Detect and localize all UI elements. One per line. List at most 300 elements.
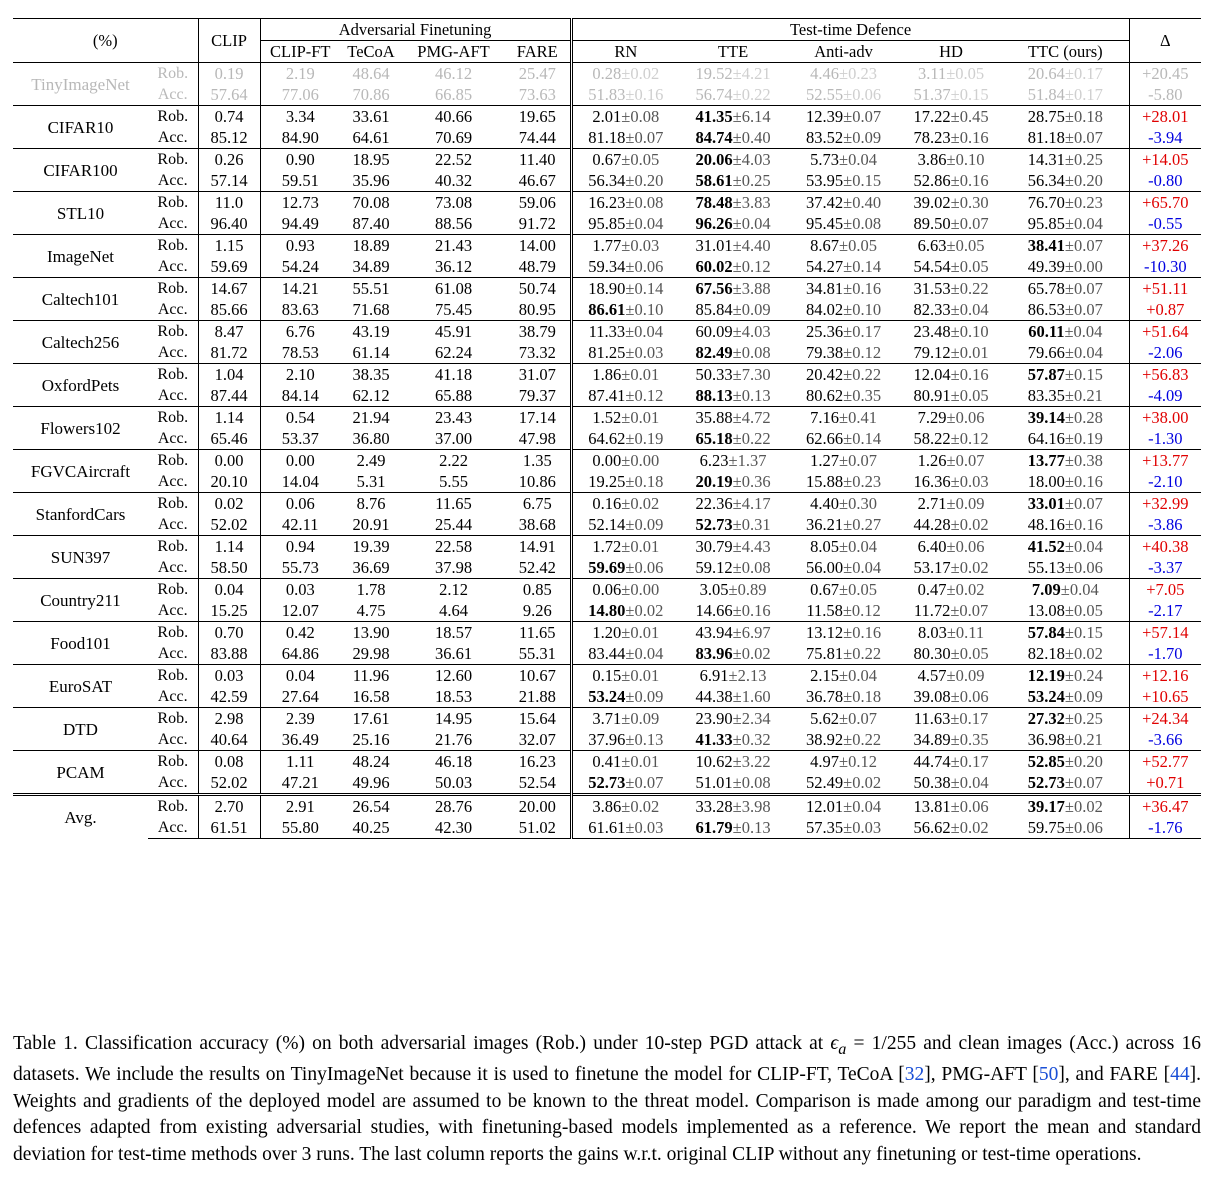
table-cell	[340, 795, 402, 818]
table-cell	[900, 751, 1002, 773]
mean-value: 1.27	[810, 451, 840, 470]
std-value: ±0.10	[950, 322, 989, 341]
cell-value: 55.51	[352, 279, 390, 298]
table-cell	[198, 471, 260, 493]
cell-value: 0.04	[285, 666, 315, 685]
mean-value: 61.79	[695, 818, 733, 837]
table-cell	[1002, 106, 1129, 128]
mean-value: 80.30	[913, 644, 951, 663]
table-cell	[198, 84, 260, 106]
table-row-robust	[13, 536, 1201, 558]
table-cell	[1002, 299, 1129, 321]
mean-value: 56.34	[588, 171, 626, 190]
table-cell	[900, 665, 1002, 687]
table-cell	[505, 213, 571, 235]
cell-value: 42.30	[434, 818, 473, 837]
delta-value: +56.83	[1129, 364, 1201, 386]
std-value: ±0.07	[839, 709, 877, 728]
citation-link[interactable]: 32	[904, 1064, 925, 1086]
mean-value: 25.36	[806, 322, 844, 341]
dataset-group	[13, 450, 1201, 493]
dataset-group	[13, 106, 1201, 149]
cell-value: 46.12	[434, 64, 473, 83]
std-value: ±0.07	[625, 773, 664, 792]
table-cell	[505, 471, 571, 493]
std-value: ±0.02	[732, 644, 771, 663]
metric-label: Rob.	[148, 364, 198, 386]
mean-value: 83.35	[1027, 386, 1065, 405]
table-cell	[402, 557, 505, 579]
std-value: ±0.24	[1064, 666, 1103, 685]
table-cell	[505, 63, 571, 85]
table-cell	[505, 450, 571, 472]
mean-value: 75.81	[806, 644, 844, 663]
mean-value: 89.50	[913, 214, 951, 233]
table-row-robust	[13, 63, 1201, 85]
std-value: ±0.02	[621, 494, 660, 513]
std-value: ±6.14	[732, 107, 771, 126]
mean-value: 44.28	[913, 515, 951, 534]
table-cell	[505, 235, 571, 257]
mean-value: 35.88	[695, 408, 733, 427]
std-value: ±0.04	[625, 644, 664, 663]
std-value: ±0.13	[732, 386, 771, 405]
table-cell	[1002, 192, 1129, 214]
table-cell	[571, 450, 679, 472]
mean-value: 1.20	[592, 623, 622, 642]
mean-value: 3.11	[917, 64, 947, 83]
dataset-name: StanfordCars	[13, 493, 148, 536]
table-cell	[260, 493, 340, 515]
metric-label: Rob.	[148, 278, 198, 300]
cell-value: 55.31	[518, 644, 556, 663]
table-cell	[340, 192, 402, 214]
table-cell	[340, 817, 402, 839]
mean-value: 81.18	[588, 128, 626, 147]
mean-value: 16.23	[588, 193, 626, 212]
table-row-accuracy	[13, 385, 1201, 407]
table-cell	[260, 729, 340, 751]
table-cell	[900, 643, 1002, 665]
table-row-robust	[13, 364, 1201, 386]
metric-label: Acc.	[148, 817, 198, 839]
table-row-accuracy	[13, 256, 1201, 278]
std-value: ±0.03	[625, 343, 664, 362]
table-cell	[505, 170, 571, 192]
metric-label: Rob.	[148, 106, 198, 128]
table-cell	[505, 385, 571, 407]
std-value: ±4.03	[732, 322, 771, 341]
cell-value: 59.69	[210, 257, 248, 276]
table-cell	[787, 106, 900, 128]
cell-value: 36.12	[434, 257, 473, 276]
std-value: ±0.31	[732, 515, 771, 534]
table-cell	[787, 256, 900, 278]
delta-value: -3.37	[1129, 557, 1201, 579]
table-cell	[402, 321, 505, 343]
table-row-accuracy	[13, 514, 1201, 536]
table-cell	[402, 817, 505, 839]
mean-value: 60.11	[1028, 322, 1065, 341]
cell-value: 12.07	[281, 601, 319, 620]
cell-value: 19.65	[518, 107, 556, 126]
cell-value: 37.00	[434, 429, 473, 448]
mean-value: 80.91	[913, 386, 951, 405]
table-cell	[260, 428, 340, 450]
mean-value: 95.85	[1027, 214, 1065, 233]
table-cell	[402, 63, 505, 85]
table-cell	[198, 536, 260, 558]
table-cell	[1002, 795, 1129, 818]
table-cell	[679, 514, 787, 536]
table-cell	[571, 643, 679, 665]
table-row-accuracy	[13, 170, 1201, 192]
delta-value: -3.86	[1129, 514, 1201, 536]
table-header	[13, 19, 1201, 63]
std-value: ±0.05	[839, 236, 877, 255]
col-pmg-aft: PMG-AFT	[417, 42, 490, 61]
metric-label: Acc.	[157, 86, 188, 103]
std-value: ±0.28	[1064, 408, 1103, 427]
std-value: ±0.16	[843, 279, 882, 298]
col-clip: CLIP	[198, 19, 260, 63]
mean-value: 1.72	[592, 537, 622, 556]
cell-value: 0.90	[285, 150, 315, 169]
group-test-time-defence: Test-time Defence	[571, 19, 1129, 41]
table-cell	[260, 665, 340, 687]
cell-value: 79.37	[518, 386, 556, 405]
std-value: ±0.25	[732, 171, 771, 190]
mean-value: 79.12	[913, 343, 951, 362]
table-cell	[571, 385, 679, 407]
table-cell	[571, 149, 679, 171]
cell-value: 34.89	[352, 257, 390, 276]
table-cell	[505, 751, 571, 773]
table-cell	[1002, 708, 1129, 730]
delta-value: -10.30	[1129, 256, 1201, 278]
mean-value: 7.29	[917, 408, 947, 427]
std-value: ±0.07	[950, 214, 989, 233]
std-value: ±3.88	[732, 279, 771, 298]
table-cell	[900, 342, 1002, 364]
std-value: ±0.38	[1064, 451, 1103, 470]
mean-value: 62.66	[806, 429, 844, 448]
table-cell	[340, 278, 402, 300]
std-value: ±0.36	[732, 472, 771, 491]
table-cell	[505, 579, 571, 601]
mean-value: 51.84	[1027, 85, 1065, 104]
mean-value: 54.27	[806, 257, 844, 276]
cell-value: 59.06	[518, 193, 556, 212]
mean-value: 18.00	[1027, 472, 1065, 491]
table-cell	[900, 106, 1002, 128]
table-cell	[1002, 385, 1129, 407]
std-value: ±0.01	[621, 666, 660, 685]
dataset-name: TinyImageNet	[13, 63, 148, 106]
citation-link[interactable]: 44	[1170, 1064, 1190, 1086]
table-cell	[505, 729, 571, 751]
cell-value: 28.76	[434, 797, 473, 816]
std-value: ±0.04	[1064, 322, 1103, 341]
cell-value: 12.73	[281, 193, 319, 212]
table-row-robust	[13, 622, 1201, 644]
table-cell	[198, 407, 260, 429]
table-cell	[340, 493, 402, 515]
std-value: ±0.02	[950, 818, 989, 837]
delta-value: +0.71	[1129, 772, 1201, 795]
delta-value: -0.80	[1129, 170, 1201, 192]
cell-value: 61.51	[210, 818, 248, 837]
std-value: ±0.09	[946, 494, 985, 513]
table-cell	[571, 213, 679, 235]
mean-value: 20.64	[1027, 64, 1065, 83]
table-cell	[198, 686, 260, 708]
table-row-accuracy	[13, 772, 1201, 795]
delta-value: -1.30	[1129, 428, 1201, 450]
delta-value: +52.77	[1129, 751, 1201, 773]
std-value: ±0.18	[1064, 107, 1103, 126]
caption-text-3: ], PMG-AFT [	[924, 1064, 1039, 1086]
mean-value: 18.90	[588, 279, 626, 298]
mean-value: 79.66	[1027, 343, 1065, 362]
std-value: ±0.06	[1064, 558, 1103, 577]
mean-value: 52.49	[806, 773, 844, 792]
table-row-accuracy	[13, 729, 1201, 751]
std-value: ±0.04	[1064, 343, 1103, 362]
table-row-robust	[13, 795, 1201, 818]
table-cell	[571, 407, 679, 429]
mean-value: 12.04	[913, 365, 951, 384]
dataset-name: FGVCAircraft	[13, 450, 148, 493]
cell-value: 18.95	[352, 150, 390, 169]
epsilon-subscript: a	[838, 1039, 847, 1058]
cell-value: 52.02	[210, 773, 248, 792]
table-cell	[1002, 622, 1129, 644]
delta-value: -2.06	[1129, 342, 1201, 364]
table-cell	[679, 299, 787, 321]
metric-label: Rob.	[148, 665, 198, 687]
cell-value: 0.93	[285, 236, 315, 255]
cell-value: 80.95	[518, 300, 556, 319]
std-value: ±0.17	[950, 709, 989, 728]
table-cell	[679, 364, 787, 386]
mean-value: 87.41	[588, 386, 626, 405]
cell-value: 0.26	[214, 150, 244, 169]
std-value: ±0.02	[843, 773, 882, 792]
table-cell	[340, 729, 402, 751]
table-cell	[900, 407, 1002, 429]
std-value: ±0.05	[946, 64, 985, 83]
cell-value: 1.35	[522, 451, 552, 470]
std-value: ±0.08	[625, 193, 664, 212]
table-cell	[505, 686, 571, 708]
std-value: ±0.89	[728, 580, 767, 599]
table-cell	[571, 299, 679, 321]
mean-value: 19.52	[695, 64, 733, 83]
metric-label: Acc.	[157, 258, 188, 275]
std-value: ±0.07	[950, 601, 989, 620]
cell-value: 5.31	[356, 472, 386, 491]
std-value: ±0.04	[950, 773, 989, 792]
mean-value: 81.18	[1027, 128, 1065, 147]
cell-value: 46.18	[434, 752, 473, 771]
table-cell	[402, 729, 505, 751]
cell-value: 36.61	[434, 644, 473, 663]
std-value: ±0.22	[843, 644, 882, 663]
std-value: ±3.98	[732, 797, 771, 816]
table-cell	[198, 299, 260, 321]
std-value: ±0.02	[950, 515, 989, 534]
std-value: ±0.04	[843, 797, 882, 816]
cell-value: 1.14	[214, 408, 244, 427]
table-row-robust	[13, 407, 1201, 429]
table-cell	[198, 321, 260, 343]
mean-value: 0.67	[810, 580, 840, 599]
metric-label: Rob.	[148, 149, 198, 171]
mean-value: 16.36	[913, 472, 951, 491]
std-value: ±0.03	[621, 236, 660, 255]
mean-value: 53.24	[1027, 687, 1065, 706]
cell-value: 15.64	[518, 709, 556, 728]
delta-value: +7.05	[1129, 579, 1201, 601]
epsilon-symbol: ϵ	[830, 1033, 839, 1054]
table-cell	[402, 579, 505, 601]
std-value: ±0.14	[625, 279, 664, 298]
table-cell	[402, 342, 505, 364]
cell-value: 6.76	[285, 322, 315, 341]
delta-value: +12.16	[1129, 665, 1201, 687]
table-row-accuracy	[13, 600, 1201, 622]
metric-label: Acc.	[157, 129, 188, 146]
std-value: ±0.16	[732, 601, 771, 620]
mean-value: 6.63	[917, 236, 947, 255]
cell-value: 0.00	[285, 451, 315, 470]
std-value: ±0.05	[950, 386, 989, 405]
table-cell	[1002, 493, 1129, 515]
std-value: ±4.72	[732, 408, 771, 427]
cell-value: 1.04	[214, 365, 244, 384]
mean-value: 12.01	[806, 797, 844, 816]
std-value: ±0.12	[839, 752, 877, 771]
dataset-name: Avg.	[13, 795, 148, 839]
mean-value: 31.01	[695, 236, 733, 255]
citation-link[interactable]: 50	[1038, 1064, 1059, 1086]
table-cell	[198, 428, 260, 450]
std-value: ±0.12	[625, 386, 664, 405]
mean-value: 14.66	[695, 601, 733, 620]
mean-value: 41.33	[695, 730, 733, 749]
table-cell	[900, 213, 1002, 235]
table-cell	[679, 493, 787, 515]
mean-value: 56.00	[806, 558, 844, 577]
std-value: ±0.30	[950, 193, 989, 212]
cell-value: 43.19	[352, 322, 390, 341]
mean-value: 84.02	[806, 300, 844, 319]
std-value: ±0.02	[621, 64, 660, 83]
std-value: ±0.07	[839, 451, 877, 470]
table-cell	[260, 256, 340, 278]
table-cell	[505, 817, 571, 839]
table-cell	[402, 450, 505, 472]
mean-value: 12.39	[806, 107, 844, 126]
mean-value: 17.22	[913, 107, 951, 126]
std-value: ±0.17	[950, 752, 989, 771]
table-cell	[1002, 471, 1129, 493]
mean-value: 50.33	[695, 365, 733, 384]
cell-value: 0.06	[285, 494, 315, 513]
delta-value: -1.70	[1129, 643, 1201, 665]
table-cell	[787, 600, 900, 622]
table-cell	[1002, 127, 1129, 149]
mean-value: 10.62	[695, 752, 733, 771]
std-value: ±0.14	[843, 429, 882, 448]
cell-value: 21.94	[352, 408, 390, 427]
mean-value: 56.34	[1027, 171, 1065, 190]
cell-value: 47.98	[518, 429, 556, 448]
table-cell	[340, 643, 402, 665]
table-cell	[505, 299, 571, 321]
std-value: ±0.05	[621, 150, 660, 169]
table-cell	[402, 385, 505, 407]
table-cell	[260, 407, 340, 429]
table-cell	[679, 665, 787, 687]
mean-value: 19.25	[588, 472, 626, 491]
table-cell	[340, 772, 402, 795]
table-cell	[787, 192, 900, 214]
table-cell	[571, 342, 679, 364]
table-cell	[198, 63, 260, 85]
cell-value: 2.12	[439, 580, 468, 599]
mean-value: 56.62	[913, 818, 951, 837]
mean-value: 1.26	[917, 451, 947, 470]
mean-value: 59.34	[588, 257, 626, 276]
dataset-group	[13, 751, 1201, 795]
cell-value: 14.00	[518, 236, 556, 255]
std-value: ±0.12	[732, 257, 771, 276]
cell-value: 26.54	[352, 797, 390, 816]
table-cell	[402, 471, 505, 493]
mean-value: 13.81	[913, 797, 951, 816]
mean-value: 28.75	[1027, 107, 1065, 126]
cell-value: 25.16	[352, 730, 390, 749]
cell-value: 1.14	[214, 537, 244, 556]
dataset-group	[13, 192, 1201, 235]
delta-value: -3.94	[1129, 127, 1201, 149]
table-cell	[505, 364, 571, 386]
cell-value: 5.55	[439, 472, 468, 491]
mean-value: 34.81	[806, 279, 844, 298]
cell-value: 0.03	[214, 666, 244, 685]
std-value: ±0.18	[625, 472, 664, 491]
std-value: ±0.30	[839, 494, 877, 513]
std-value: ±4.40	[732, 236, 771, 255]
table-cell	[900, 729, 1002, 751]
table-cell	[505, 536, 571, 558]
table-cell	[787, 63, 900, 85]
dataset-name: CIFAR100	[13, 149, 148, 192]
std-value: ±0.20	[1064, 171, 1103, 190]
std-value: ±0.10	[946, 150, 985, 169]
table-cell	[198, 385, 260, 407]
dataset-group	[13, 795, 1201, 839]
metric-label: Rob.	[148, 192, 198, 214]
std-value: ±1.37	[728, 451, 767, 470]
cell-value: 27.64	[281, 687, 319, 706]
std-value: ±0.13	[625, 730, 664, 749]
cell-value: 11.96	[352, 666, 390, 685]
mean-value: 52.73	[588, 773, 626, 792]
cell-value: 55.73	[281, 558, 319, 577]
